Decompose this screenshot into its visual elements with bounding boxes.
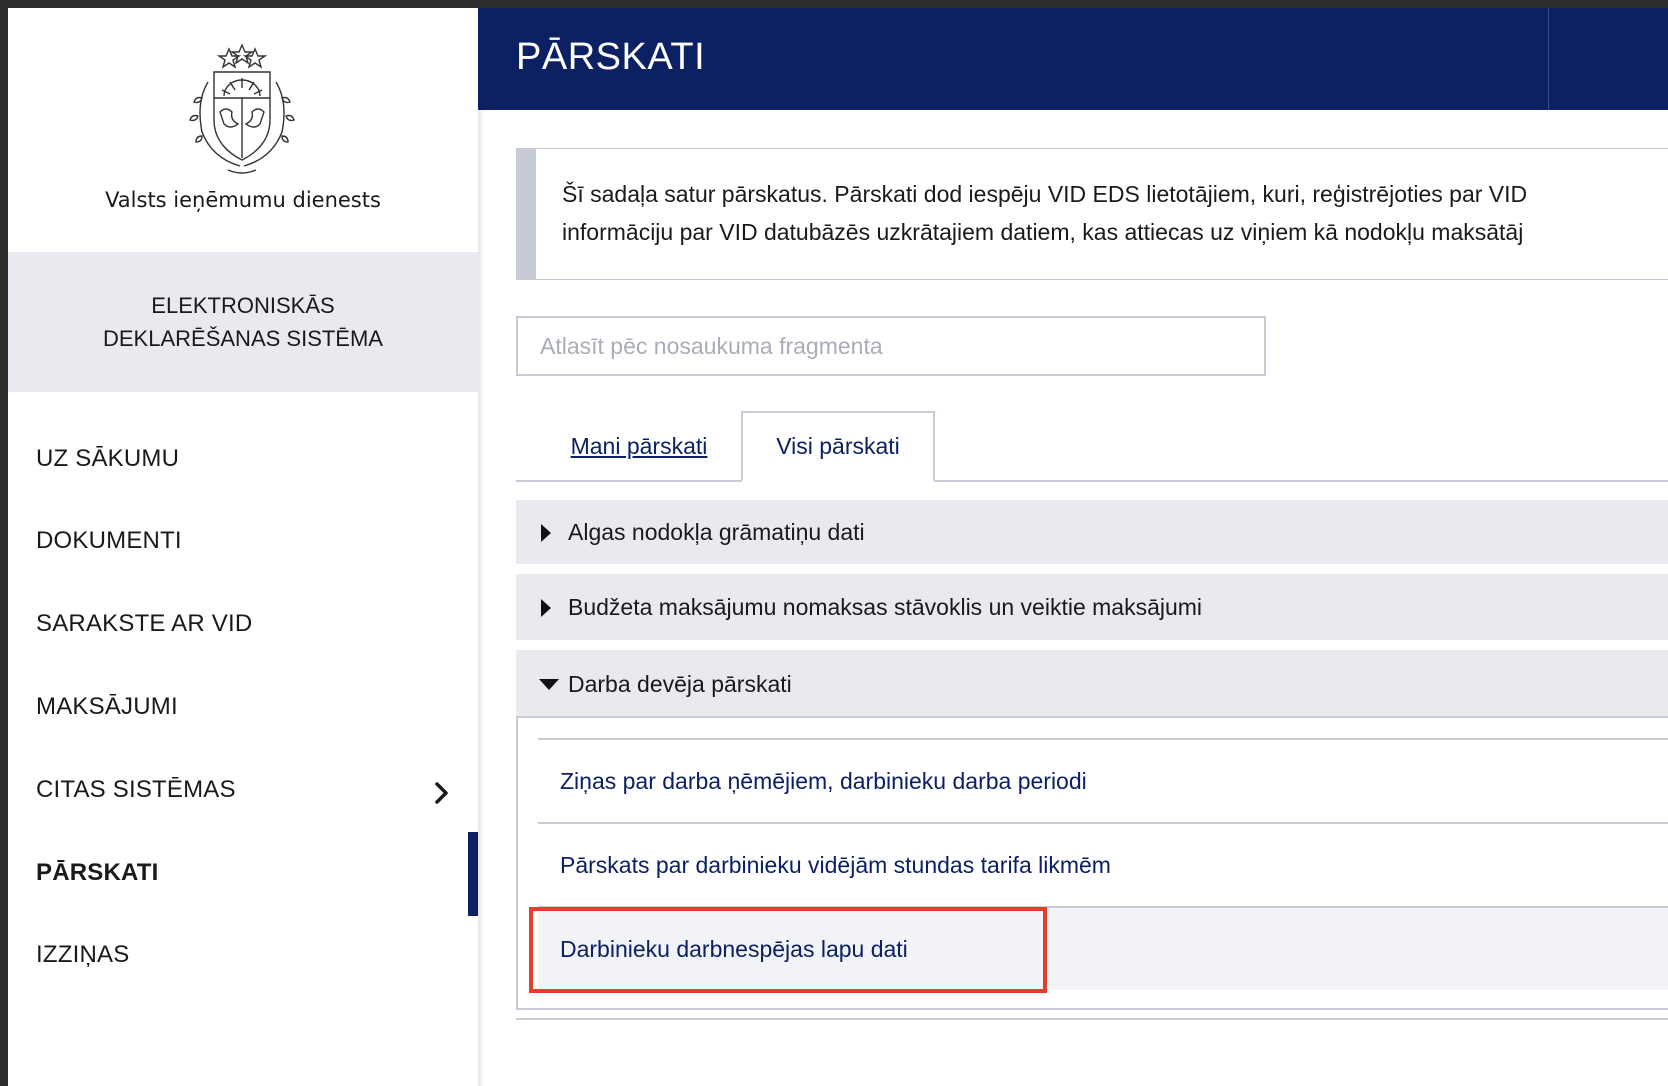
sidebar-item-reports[interactable]	[8, 832, 478, 914]
report-link-hourly-rates[interactable]	[538, 822, 1668, 906]
sidebar-item-label: DOKUMENTI	[36, 527, 182, 554]
bottom-divider	[516, 1018, 1668, 1020]
triangle-down-icon	[538, 676, 560, 692]
page-title: PĀRSKATI	[516, 36, 706, 78]
accordion-employer-reports[interactable]	[516, 650, 1668, 718]
accordion-label: Algas nodokļa grāmatiņu dati	[568, 518, 865, 545]
info-line-1: Šī sadaļa satur pārskatus. Pārskati dod iespēju VID EDS lietotājiem, kuri, reģistrējoties par VID	[562, 181, 1528, 207]
tab-all-reports[interactable]: Visi pārskati	[741, 411, 935, 482]
sidebar-item-payments[interactable]	[8, 666, 478, 748]
sidebar-item-certificates[interactable]	[8, 914, 478, 996]
triangle-right-icon	[538, 522, 554, 544]
logo-area[interactable]	[8, 8, 478, 252]
tabs-baseline	[516, 480, 1668, 482]
accordion-salary-tax[interactable]	[516, 500, 1668, 564]
sidebar-item-label: UZ SĀKUMU	[36, 445, 180, 472]
sidebar-item-label: IZZIŅAS	[36, 941, 130, 968]
window-frame-left	[0, 0, 8, 1086]
tab-my-reports[interactable]: Mani pārskati	[570, 432, 708, 459]
report-link-label: Ziņas par darba ņēmējiem, darbinieku darba periodi	[560, 767, 1087, 794]
accordion-label: Budžeta maksājumu nomaksas stāvoklis un veiktie maksājumi	[568, 593, 1203, 620]
info-box	[516, 148, 1668, 280]
page-header	[478, 8, 1668, 110]
report-link-label: Pārskats par darbinieku vidējām stundas tarifa likmēm	[560, 851, 1111, 878]
header-divider	[1548, 8, 1549, 110]
sidebar-item-documents[interactable]	[8, 500, 478, 582]
sidebar-item-label: SARAKSTE AR VID	[36, 610, 253, 637]
system-name-line1: ELEKTRONISKĀS	[151, 293, 335, 318]
coat-of-arms-logo	[178, 42, 306, 182]
sidebar-item-label: MAKSĀJUMI	[36, 693, 178, 720]
accordion-budget-payments[interactable]	[516, 574, 1668, 640]
accordion-label: Darba devēja pārskati	[568, 670, 792, 697]
info-line-2: informāciju par VID datubāzēs uzkrātajiem datiem, kas attiecas uz viņiem kā nodokļu maksātāj	[562, 219, 1524, 245]
sidebar-item-label: PĀRSKATI	[36, 859, 159, 886]
triangle-right-icon	[538, 597, 554, 619]
system-name-box	[8, 252, 478, 392]
info-text	[562, 175, 1668, 251]
search-input[interactable]	[516, 316, 1266, 376]
active-indicator	[468, 832, 478, 916]
system-name-line2: DEKLARĒŠANAS SISTĒMA	[103, 326, 383, 351]
sidebar-item-label: CITAS SISTĒMAS	[36, 776, 236, 803]
report-link-label: Darbinieku darbnespējas lapu dati	[560, 935, 908, 962]
window-frame-top	[0, 0, 1668, 8]
sidebar	[8, 8, 478, 1086]
highlight-annotation	[529, 907, 1047, 993]
sidebar-shadow	[478, 8, 484, 1086]
org-name: Valsts ieņēmumu dienests	[105, 188, 381, 212]
sidebar-item-other-systems[interactable]	[8, 749, 478, 831]
chevron-right-icon[interactable]	[432, 778, 452, 808]
sidebar-item-correspondence[interactable]	[8, 583, 478, 665]
sidebar-item-home[interactable]	[8, 418, 478, 500]
report-link-employees[interactable]	[538, 738, 1668, 822]
